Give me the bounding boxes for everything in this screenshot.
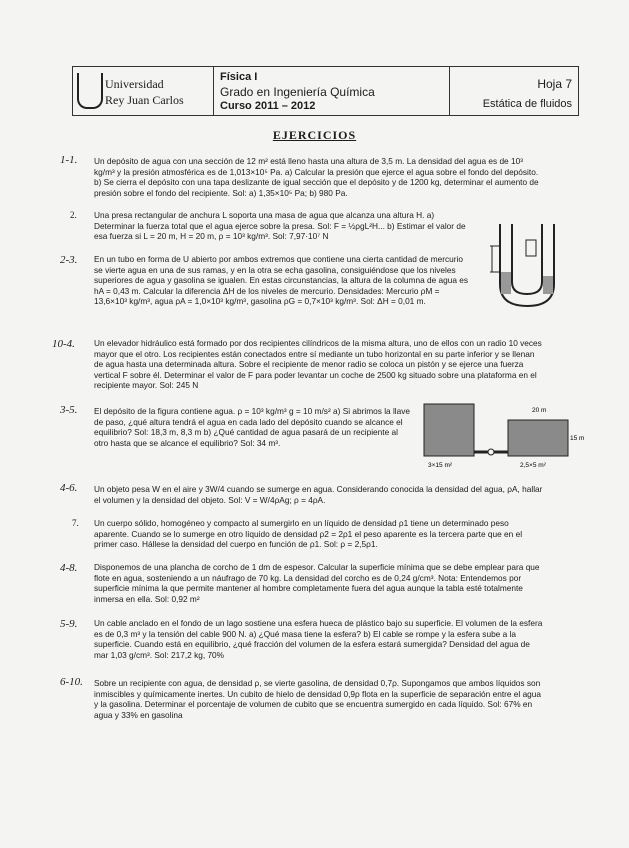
- sheet-topic: Estática de fluidos: [482, 98, 572, 110]
- degree-name: Grado en Ingeniería Química: [220, 85, 375, 99]
- problem-number: 1-1.: [60, 154, 78, 166]
- right-tank-label: 2,5×5 m²: [520, 462, 546, 469]
- problem-text: Un cuerpo sólido, homogéneo y compacto al sumergirlo en un líquido de densidad ρ1 tiene un determinado peso aparente. Cuando se lo sumerge en otro líquido de densidad ρ2 = 2ρ1 el peso aparente es la tercera parte que en el primer caso. Hállese la densidad del cuerpo en función de ρ1. Sol: ρ = 2,5ρ1.: [94, 518, 523, 550]
- sheet-header: [72, 66, 579, 116]
- two-tank-figure: [420, 398, 585, 470]
- problem-number: 4-6.: [60, 482, 78, 494]
- course-block: [214, 67, 450, 115]
- subject-name: Física I: [220, 71, 258, 83]
- left-tank-label: 3×15 m²: [428, 462, 453, 469]
- university-block: [73, 67, 214, 115]
- height-right-label: 15 m: [570, 435, 585, 442]
- problem-number: 7.: [72, 518, 79, 528]
- problem-number: 2.: [70, 210, 77, 220]
- problem-text: El depósito de la figura contiene agua. ρ = 10³ kg/m³ g = 10 m/s² a) Si abrimos la llave de paso, ¿qué altura tendrá el agua en cada lado del depósito cuando se alcance el equilibrio? Sol: 18,3 m, 8,3 m b) ¿Qué cantidad de agua pasará de un recipiente al otro hasta que se alcance el equilibrio? Sol: 34 m³.: [94, 406, 411, 448]
- problem-text: Un objeto pesa W en el aire y 3W/4 cuando se sumerge en agua. Considerando conocida la densidad del agua, ρA, hallar el volumen y la densidad del objeto. Sol: V = W/4ρAg; ρ = 4ρA.: [94, 484, 543, 505]
- course-year: Curso 2011 – 2012: [220, 100, 316, 112]
- problem-text: Un cable anclado en el fondo de un lago sostiene una esfera hueca de plástico bajo su superficie. El volumen de la esfera es de 0,3 m³ y la tensión del cable 900 N. a) ¿Qué masa tiene la esfera? b) El cable se rompe y la esfera sube a la superficie. Cuando está en equilibrio, ¿qué fracción del volumen de la esfera estará sumergida? Densidad del agua de mar 1,03 g/cm³. Sol: 217,2 kg, 70%: [94, 618, 543, 660]
- u-tube-figure: [482, 214, 572, 314]
- university-name-line2: Rey Juan Carlos: [105, 93, 184, 107]
- problem-number: 3-5.: [60, 404, 78, 416]
- problem-text: En un tubo en forma de U abierto por ambos extremos que contiene una cierta cantidad de mercurio se vierte agua en una de sus ramas, y en la otra se echa gasolina, consiguiéndose que los niveles superiores de agua y gasolina se igualen. En estas circunstancias, la altura de la columna de agua es hA = 0,43 m. Calcular la diferencia ΔH de los niveles de mercurio. Densidades: Mercurio ρM = 13,6×10³ kg/m³, agua ρA = 1,0×10³ kg/m³, gasolina ρG = 0,7×10³ kg/m³. Sol: ΔH = 0,01 m.: [94, 254, 469, 307]
- university-name-line1: Universidad: [105, 77, 164, 91]
- problem-text: Sobre un recipiente con agua, de densidad ρ, se vierte gasolina, de densidad 0,7ρ. Supongamos que ambos líquidos son inmiscibles y químicamente inertes. Un cubito de hielo de densidad 0,9ρ flota en la superficie de separación entre el agua y la gasolina. Determinar el porcentaje de volumen de cubito que se encuentra sumergido en cada líquido. Sol: 67% en agua y 33% en gasolina: [94, 678, 542, 720]
- height-top-label: 20 m: [532, 407, 547, 414]
- problem-number: 6-10.: [60, 676, 83, 688]
- problem-text: Un depósito de agua con una sección de 12 m² está lleno hasta una altura de 3,5 m. La densidad del agua es de 10³ kg/m³ y la presión atmosférica es de 1,013×10⁵ Pa. a) Calcular la presión que ejerce el agua sobre el fondo del depósito. b) Se cierra el depósito con una tapa deslizante de igual sección que el depósito y de 1200 kg, determinar el aumento de presión sobre el fondo del recipiente. Sol: a) 1,35×10⁵ Pa; b) 980 Pa.: [94, 156, 539, 198]
- problem-number: 2-3.: [60, 254, 78, 266]
- sheet-info-block: [450, 67, 578, 115]
- sheet-number: Hoja 7: [537, 77, 572, 91]
- problem-number: 5-9.: [60, 618, 78, 630]
- problem-number: 10-4.: [52, 338, 75, 350]
- university-logo-icon: [77, 73, 103, 109]
- problem-number: 4-8.: [60, 562, 78, 574]
- problem-text: Una presa rectangular de anchura L soporta una masa de agua que alcanza una altura H. a) Determinar la fuerza total que el agua ejerce sobre la presa. Sol: F = ½ρgL²H... b) Estimar el valor de esa fuerza si L = 20 m, H = 20 m, ρ = 10³ kg/m³. Sol: 7,97·10⁷ N: [94, 210, 466, 242]
- problem-text: Un elevador hidráulico está formado por dos recipientes cilíndricos de la misma altura, uno de ellos con un radio 10 veces mayor que el otro. Los recipientes están conectados entre sí mediante un tubo horizontal en su parte inferior y se llenan de agua hasta una determinada altura. Sobre el recipiente de menor radio se coloca un pistón y se ejerce una fuerza vertical F sobre él. Determinar el valor de F para poder levantar un coche de 2500 kg situado sobre una plataforma en el recipiente mayor. Sol: 245 N: [94, 338, 542, 391]
- page-title: EJERCICIOS: [272, 128, 357, 142]
- problem-text: Disponemos de una plancha de corcho de 1 dm de espesor. Calcular la superficie mínima que se debe emplear para que flote en agua, sosteniendo a un náufrago de 70 kg. La densidad del corcho es de 0,24 g/cm³. Nota: Entendemos por superficie mínima la que permite mantener al hombre completamente fuera del agua aunque la tabla esté totalmente inmersa en ella. Sol: 0,92 m²: [94, 562, 540, 604]
